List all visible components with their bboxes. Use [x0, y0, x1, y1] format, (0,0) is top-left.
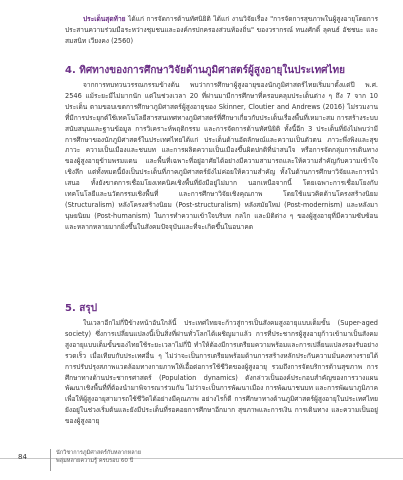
section-4-body: จากการทบทวนวรรณกรรมข้างต้น พบว่าการศึกษาผู้สูงอายุของนักภูมิศาสตร์ไทยเริ่มมาตั้งแต่ปี พ.ศ. 2546 แม้ระยะมีไม่มากนัก แต่ในช่วงเวลา 20 ที่ผ่านมามีการศึกษาที่ครอบคลุมประเด็นต่าง ๆ ถึง 7 จาก 10 ประเด็น ตามขอบเขตการศึกษาภูมิศาสตร์ผู้สูงอายุของ Skinner, Cloutier and Andrews (2016) ไม่รวมงานที่มีการประยุกต์ใช้เทคโนโลยีสารสนเทศทางภูมิศาสตร์ที่ศึกษาเกี่ยวกับประเด็นเรื่องพื้นที่เหมาะสม การสร้างระบบสนับสนุนและฐานข้อมูล การวิเคราะห์พฤติกรรม และการจัดการด้านทัศนิยิติ ทั้งนี้อีก 3 ประเด็นที่ยังไม่พบว่ามีการศึกษาของนักภูมิศาสตร์ในประเทศไทยได้แก่ ประเด็นด้านอัตลักษณ์และความเป็นตัวตน ภาวะพึ่งพิงและสุขภาวะ ความเป็นเมืองและชนบท และการผลิตความเป็นเมืองขึ้นผิดปกติที่น่าสนใจ หรือการจัดกลุ่มการเดินทางของผู้สูงอายุข้ามพรมแดน และพื้นที่เฉพาะที่อยู่อาศัยได้อย่างมีความสามารถและให้ความสำคัญกับความเข้าใจเชิงลึก แต่ทั้งหมดนี้ยังเป็นประเด็นที่ภาคภูมิศาสตร์ยังไม่ค่อยให้ความสำคัญ ทั้งในด้านการศึกษาวิจัยและการนำเสนอ ทั้งยังขาดการเชื่อมโยงเทคนิคเชิงพื้นที่ยังมีอยู่ไม่มาก นอกเหนือจากนี้ โดยเฉพาะการเชื่อมโยงกับเทคโนโลยีและนวัตกรรมเชิงพื้นที่ และการศึกษาวิจัยเชิงคุณภาพ โดยใช้แนวคิดด้านโครงสร้างนิยม (Structuralism) หลังโครงสร้างนิยม (Post-structuralism) หลังสมัยใหม่ (Post-modernism) และหลังมานุษยนิยม (Post-humanism) ในการทำความเข้าใจบริบท กลไก และมิติต่าง ๆ ของผู้สูงอายุที่มีความซับซ้อนและหลากหลายมากยิ่งขึ้นในสังคมปัจจุบันและที่จะเกิดขึ้นในอนาคต [65, 81, 378, 231]
intro-highlight: ประเด็นสุดท้าย [83, 15, 126, 23]
footer-separator [50, 449, 51, 471]
intro-body: ได้แก่ การจัดการด้านทัศนิยิติ ได้แก่ งานวิจัยเรื่อง "การจัดการสุขภาพในผู้สูงอายุโดยการประสานความร่วมมือระหว่างชุมชนและองค์กรปกครองส่วนท้องถิ่น" ของวรากรณ์ ทนงศักดิ์ ลุคนธ์ อัชชนะ และสมสนิท เวียงคง (2560) [65, 15, 378, 45]
section-5 [65, 302, 378, 427]
intro-paragraph [65, 14, 378, 47]
page-number: 84 [18, 453, 27, 461]
intro-text [65, 14, 378, 47]
footer-journal-line2: พลุ่มหลายความรู้ ครบรอบ 60 ปี [56, 458, 134, 464]
section-5-heading: 5. สรุป [65, 303, 98, 314]
running-footer [56, 449, 141, 465]
section-5-body: ในเวลาอีกไม่กี่ปีข้างหน้าอันใกล้นี้ ประเทศไทยจะก้าวสู่การเป็นสังคมสูงอายุแบบเต็มขั้น (Super-aged society) ซึ่งการเปลี่ยนแปลงนี้เป็นสิ่งที่ผ่านทั่วโลกได้เผชิญมาแล้ว การที่ประชากรผู้สูงอายุก้าวเข้ามาเป็นสังคมสูงอายุแบบเต็มขั้นของไทยใช้ระยะเวลาไม่กี่ปี ทำให้ต้องมีการเตรียมความพร้อมและการเปลี่ยนแปลงรองรับอย่างรวดเร็ว เมื่อเทียบกับประเทศอื่น ๆ ไม่ว่าจะเป็นการเตรียมพร้อมด้านการสร้างหลักประกันความมั่นคงทางรายได้ การปรับปรุงสภาพแวดล้อมทางกายภาพให้เอื้อต่อการใช้ชีวิตของผู้สูงอายุ รวมถึงการจัดบริการด้านสุขภาพ การศึกษาทางด้านประชากรศาสตร์ (Population dynamics) ดังกล่าวเป็นองค์ประกอบสำคัญของการวางแผนพัฒนาเชิงพื้นที่ที่ต้องนำมาพิจารณาร่วมกัน ไม่ว่าจะเป็นการพัฒนาเมือง การพัฒนาชนบท และการพัฒนาภูมิภาค เพื่อให้ผู้สูงอายุสามารถใช้ชีวิตได้อย่างมีคุณภาพ อย่างไรก็ดี การศึกษาทางด้านภูมิศาสตร์ผู้สูงอายุในประเทศไทยยังอยู่ในช่วงเริ่มต้นและยังมีประเด็นที่รอคอยการศึกษาอีกมาก สุขภาพและการเงิน การเดินทาง และความเป็นอยู่ของผู้สูงอายุ [65, 319, 378, 426]
section-4 [65, 64, 378, 233]
footer-journal-line1: นักวิชาการภูมิศาสตร์กับหลากหลาย [56, 450, 142, 456]
section-4-heading: 4. ทิศทางของการศึกษาวิจัยด้านภูมิศาสตร์ผู้สูงอายุในประเทศไทย [65, 65, 346, 76]
